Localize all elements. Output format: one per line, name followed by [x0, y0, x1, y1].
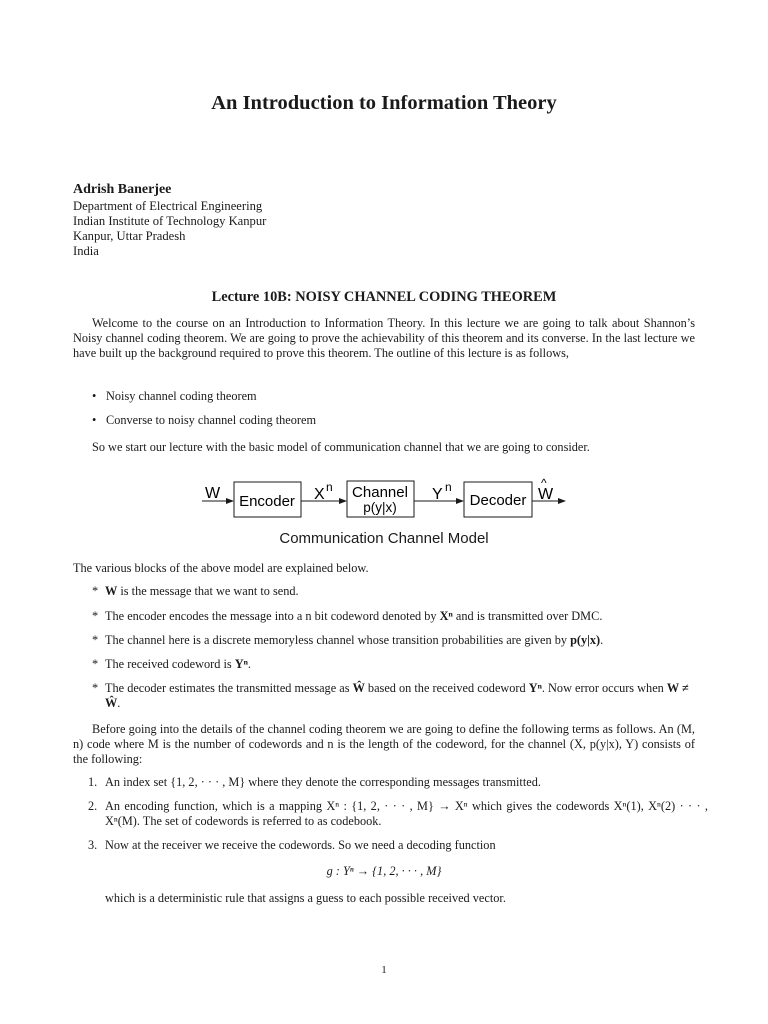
page-number: 1: [381, 964, 387, 976]
author-institute: Indian Institute of Technology Kanpur: [73, 214, 267, 228]
channel-probability-label: p(y|x): [363, 500, 397, 515]
output-label: W: [538, 486, 554, 503]
asterisk-icon: *: [92, 584, 99, 598]
xn-label: X: [314, 486, 325, 503]
lecture-title: Lecture 10B: NOISY CHANNEL CODING THEOREM: [211, 289, 557, 305]
asterisk-icon: *: [92, 657, 99, 671]
asterisk-icon: *: [92, 633, 99, 647]
decoding-note: which is a deterministic rule that assigns a guess to each possible received vector.: [105, 891, 506, 905]
numbered-item: 1. An index set {1, 2, · · · , M} where they denote the corresponding messages transmitted.: [88, 775, 541, 789]
block-item: * The decoder estimates the transmitted message as Ŵ based on the received codeword Yⁿ. Now error occurs when W ≠ Ŵ.: [92, 681, 689, 710]
outline-item-label: Noisy channel coding theorem: [106, 389, 257, 403]
author-name: Adrish Banerjee: [73, 182, 172, 197]
block-item: * The encoder encodes the message into a n bit codeword denoted by Xⁿ and is transmitted over DMC.: [92, 609, 603, 623]
outline-item-label: Converse to noisy channel coding theorem: [106, 413, 317, 427]
output-hat: ^: [541, 476, 547, 490]
model-intro: So we start our lecture with the basic model of communication channel that we are going to consider.: [92, 440, 590, 454]
intro-paragraph: Welcome to the course on an Introduction to Information Theory. In this lecture we are going to talk about Shannon’s Noisy channel coding theorem. We are going to prove the achievability of this theorem and its converse. In the last lecture we have built up the background required to prove this theorem. The outline of this lecture is as follows,: [73, 316, 695, 360]
channel-label: Channel: [352, 484, 408, 501]
yn-superscript: n: [445, 480, 452, 494]
channel-model-diagram: [0, 476, 768, 536]
block-item: * The channel here is a discrete memoryless channel whose transition probabilities are given by p(y|x).: [92, 633, 604, 647]
numbered-item: 3. Now at the receiver we receive the codewords. So we need a decoding function: [88, 838, 496, 852]
blocks-intro: The various blocks of the above model are explained below.: [73, 561, 369, 575]
input-label: W: [205, 485, 221, 502]
xn-superscript: n: [326, 480, 333, 494]
yn-label: Y: [432, 486, 443, 503]
decoder-label: Decoder: [469, 492, 527, 509]
author-dept: Department of Electrical Engineering: [73, 199, 263, 213]
outline-item: [92, 389, 257, 404]
page-title: An Introduction to Information Theory: [211, 92, 557, 114]
numbered-item: 2. An encoding function, which is a mapping Xⁿ : {1, 2, · · · , M} → Xⁿ which gives the codewords Xⁿ(1), Xⁿ(2) · · · , Xⁿ(M). The set of codewords is referred to as codebook.: [88, 799, 708, 828]
outline-item: [92, 413, 316, 428]
diagram-caption: Communication Channel Model: [279, 530, 489, 547]
bullet-icon: •: [92, 389, 97, 403]
encoder-label: Encoder: [239, 493, 295, 510]
asterisk-icon: *: [92, 681, 99, 695]
author-country: India: [73, 244, 99, 258]
decoding-function: g : Yⁿ → {1, 2, · · · , M}: [326, 864, 442, 878]
block-item: * The received codeword is Yⁿ.: [92, 657, 251, 671]
asterisk-icon: *: [92, 609, 99, 623]
block-item: * W is the message that we want to send.: [92, 584, 299, 598]
author-block: [73, 182, 266, 259]
bullet-icon: •: [92, 413, 97, 427]
definition-paragraph: Before going into the details of the channel coding theorem we are going to define the following terms as follows. An (M, n) code where M is the number of codewords and n is the length of the codeword, for the channel (X, p(y|x), Y) consists of the following:: [73, 722, 695, 766]
author-city: Kanpur, Uttar Pradesh: [73, 229, 186, 243]
